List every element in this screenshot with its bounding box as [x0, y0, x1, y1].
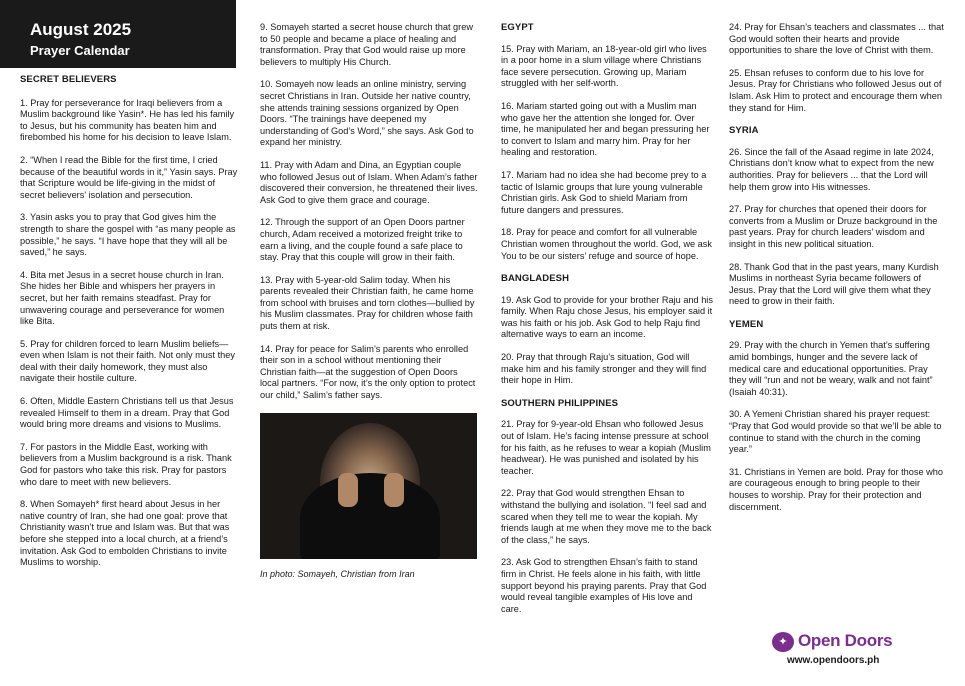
column-3 [501, 22, 713, 626]
prayer-item-31: 31. Christians in Yemen are bold. Pray for those who are courageous enough to bring people to their houses to worship. Pray for their protection and discernment. [729, 466, 943, 512]
prayer-item-16: 16. Mariam started going out with a Muslim man who gave her the attention she longed for. Over time, he manipulated her and began pressuring her to convert to Islam and marry him. Pray for her healing and restoration. [501, 100, 710, 158]
prayer-item-21: 21. Pray for 9-year-old Ehsan who followed Jesus out of Islam. He’s facing intense pressure at school for his faith, as he refuses to wear a kopiah (Muslim headwear). He was punished and isolated by his teacher. [501, 419, 711, 476]
column-1 [20, 0, 240, 580]
prayer-item-7: 7. For pastors in the Middle East, working with believers from a Muslim background is a risk. Thank God for pastors who take this risk. Pray for pastors who dare to meet with new believers. [20, 441, 232, 487]
prayer-item-22: 22. Pray that God would strengthen Ehsan to withstand the bullying and isolation. “I feel sad and scared when they tell me to wear the kopiah. My friends laugh at me when they move me to the back of the class,” he says. [501, 488, 712, 545]
prayer-item-25: 25. Ehsan refuses to conform due to his love for Jesus. Pray for Christians who followed Jesus out of Islam. Ask Him to protect and encourage them when they stand for Him. [729, 67, 942, 113]
prayer-item-1: 1. Pray for perseverance for Iraqi believers from a Muslim background like Yasin*. He has led his family to Jesus, but his community has beaten him and firebombed his home for his decision to leave Islam. [20, 97, 235, 143]
prayer-item-2: 2. “When I read the Bible for the first time, I cried because of the beautiful words in it,” Yasin says. Pray that Scripture would be life-giving in the midst of secret believers' isolation and persecution. [20, 154, 238, 200]
fish-icon: ✦ [772, 632, 794, 652]
prayer-item-6: 6. Often, Middle Eastern Christians tell us that Jesus revealed Himself to them in a dream. Pray that God would bring more dreams and visions to Muslims. [20, 396, 234, 430]
brand-name: Open Doors [798, 631, 893, 650]
somayeh-photo [260, 413, 477, 559]
prayer-item-20: 20. Pray that through Raju’s situation, God will make him and his family stronger and they will find their hope in Him. [501, 352, 707, 386]
prayer-item-19: 19. Ask God to provide for your brother Raju and his family. When Raju chose Jesus, his employer said it was his faith or his job. Ask God to help Raju find alternative ways to earn an income. [501, 294, 713, 340]
column-2 [260, 22, 478, 580]
prayer-item-5: 5. Pray for children forced to learn Muslim beliefs—even when Islam is not their faith. Not only must they deal with their daily homework, they must also navigate their hostile culture. [20, 338, 235, 384]
open-doors-logo [772, 630, 922, 654]
section-heading-bangladesh: BANGLADESH [501, 273, 570, 285]
prayer-item-26: 26. Since the fall of the Asaad regime in late 2024, Christians don’t know what to expect from the new authorities. Pray for believers ... that the Lord will help them grow into His witnesses. [729, 146, 934, 192]
section-heading-southern-philippines: SOUTHERN PHILIPPINES [501, 397, 619, 409]
website-url: www.opendoors.ph [787, 655, 880, 666]
prayer-item-15: 15. Pray with Mariam, an 18-year-old girl who lives in a poor home in a slum village where Christians face severe persecution. Growing up, Mariam struggled with her self-worth. [501, 43, 707, 89]
prayer-item-4: 4. Bita met Jesus in a secret house church in Iran. She hides her Bible and whispers her prayers in secret, but her faith remains steadfast. Pray for unwavering courage and perseverance for women like Bita. [20, 269, 225, 327]
prayer-item-9: 9. Somayeh started a secret house church that grew to 50 people and became a place of healing and transformation. Pray that God would raise up more believers to multiply His Church. [260, 22, 473, 67]
prayer-item-24: 24. Pray for Ehsan’s teachers and classmates ... that God would soften their hearts and provide opportunities to share the love of Christ with them. [729, 22, 944, 56]
calendar-subtitle: Prayer Calendar [30, 43, 130, 58]
prayer-item-18: 18. Pray for peace and comfort for all vulnerable Christian women throughout the world. God, we ask You to be our sisters’ refuge and source of hope. [501, 227, 712, 261]
prayer-item-29: 29. Pray with the church in Yemen that’s suffering amid bombings, hunger and the severe lack of medical care and educational opportunities. Pray they will “run and not be weary, walk and not faint” (Isaiah 40:31). [729, 340, 933, 397]
prayer-item-12: 12. Through the support of an Open Doors partner church, Adam received a motorized freight trike to earn a living, and the couple found a safe place to stay. Pray that this couple will grow in their faith. [260, 217, 465, 263]
prayer-item-23: 23. Ask God to strengthen Ehsan’s faith to stand firm in Christ. He feels alone in his faith, with little support beyond his praying parents. Pray that God would reveal tangible examples of His love and care. [501, 557, 707, 614]
prayer-item-3: 3. Yasin asks you to pray that God gives him the strength to share the gospel with “as many people as possible,” he says. “I have hope that they will all be saved,” he says. [20, 212, 236, 258]
section-heading-yemen: YEMEN [729, 318, 764, 330]
prayer-item-13: 13. Pray with 5-year-old Salim today. When his parents revealed their Christian faith, he came home from school with bruises and torn clothes—bullied by his Muslim classmates. Pray for children whose faith puts them at risk. [260, 274, 475, 332]
photo-caption: In photo: Somayeh, Christian from Iran [260, 568, 415, 579]
prayer-item-8: 8. When Somayeh* first heard about Jesus in her native country of Iran, she had one goal: prove that Christianity wasn’t true and Islam was. But that was before she stepped into a local church, at a friend’s invitation. Ask God to embolden Christians to invite Muslims to worship. [20, 499, 230, 568]
prayer-item-27: 27. Pray for churches that opened their doors for converts from a Muslim or Druze background in the past years. Pray for church leaders’ wisdom and insight in this new political situation. [729, 204, 938, 249]
prayer-item-28: 28. Thank God that in the past years, many Kurdish Muslims in northeast Syria became followers of Jesus. Pray that the Lord will give them what they need to grow in their faith. [729, 261, 939, 307]
prayer-item-30: 30. A Yemeni Christian shared his prayer request: “Pray that God would provide so that we’ll be able to continue to stand with the church in the coming year.” [729, 409, 942, 455]
prayer-item-11: 11. Pray with Adam and Dina, an Egyptian couple who followed Jesus out of Islam. When Adam’s father discovered their conversion, he threatened their lives. Ask God to give them grace and courage. [260, 159, 478, 205]
calendar-title: August 2025 [30, 20, 132, 39]
prayer-item-17: 17. Mariam had no idea she had become prey to a tactic of Islamic groups that lure young vulnerable Christian girls. Ask God to shield Mariam from future dangers and pressures. [501, 169, 707, 215]
section-heading-secret-believers: SECRET BELIEVERS [20, 74, 117, 85]
prayer-item-10: 10. Somayeh now leads an online ministry, serving secret Christians in Iran. Outside her native country, she attends training sessions organized by Open Doors. “The trainings have deepened my understanding of God’s Word,” she says. Ask God to expand her ministry. [260, 79, 474, 148]
section-heading-syria: SYRIA [729, 125, 759, 137]
column-4 [729, 22, 945, 524]
prayer-item-14: 14. Pray for peace for Salim’s parents who enrolled their son in a school without mentioning their Christian faith—at the suggestion of Open Doors local partners. “For now, it’s the only option to protect our child,” Salim’s father says. [260, 343, 476, 401]
section-heading-egypt: EGYPT [501, 22, 534, 33]
